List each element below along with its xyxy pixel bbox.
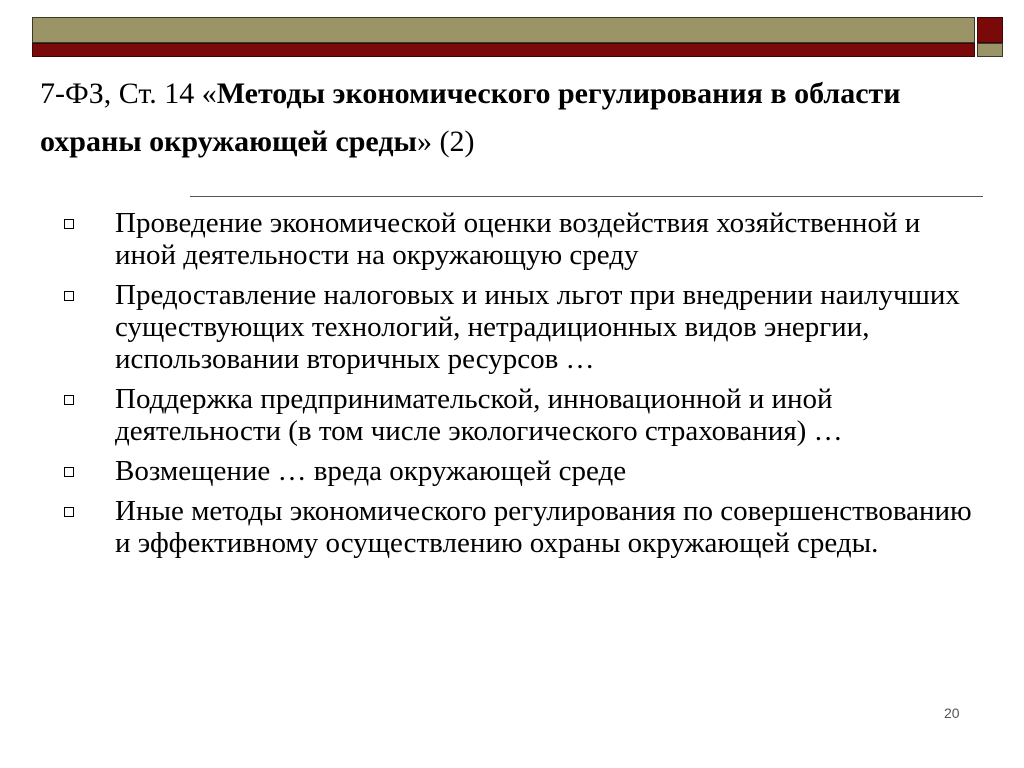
square-bullet-icon	[64, 219, 74, 229]
bullet-item	[60, 455, 980, 487]
bullet-text: Проведение экономической оценки воздействия хозяйственной и иной деятельности на окружающую среду	[115, 207, 921, 271]
title-prefix: 7-ФЗ, Ст. 14 «	[40, 77, 217, 110]
slide-title	[40, 70, 940, 166]
header-bar-olive	[32, 17, 975, 43]
header-bar-maroon	[32, 43, 975, 57]
square-bullet-icon	[64, 395, 74, 405]
bullet-list	[60, 207, 980, 567]
header-square-maroon	[977, 17, 1003, 43]
header-square-olive	[977, 43, 1003, 57]
square-bullet-icon	[64, 467, 74, 477]
bullet-item	[60, 279, 980, 375]
title-suffix: » (2)	[416, 125, 475, 158]
square-bullet-icon	[64, 507, 74, 517]
title-divider	[190, 196, 983, 197]
bullet-text: Возмещение … вреда окружающей среде	[115, 455, 627, 487]
title-bold: Методы экономического регулирования в области охраны окружающей среды	[40, 77, 901, 158]
bullet-text: Поддержка предпринимательской, инновационной и иной деятельности (в том числе экологического страхования) …	[115, 383, 843, 447]
bullet-item	[60, 495, 980, 559]
bullet-text: Предоставление налоговых и иных льгот при внедрении наилучших существующих технологий, нетрадиционных видов энергии, использовании вторичных ресурсов …	[115, 279, 960, 375]
square-bullet-icon	[64, 291, 74, 301]
bullet-item	[60, 207, 980, 271]
bullet-text: Иные методы экономического регулирования по совершенствованию и эффективному осуществлению охраны окружающей среды.	[115, 495, 972, 559]
bullet-item	[60, 383, 980, 447]
page-number: 20	[944, 705, 960, 721]
